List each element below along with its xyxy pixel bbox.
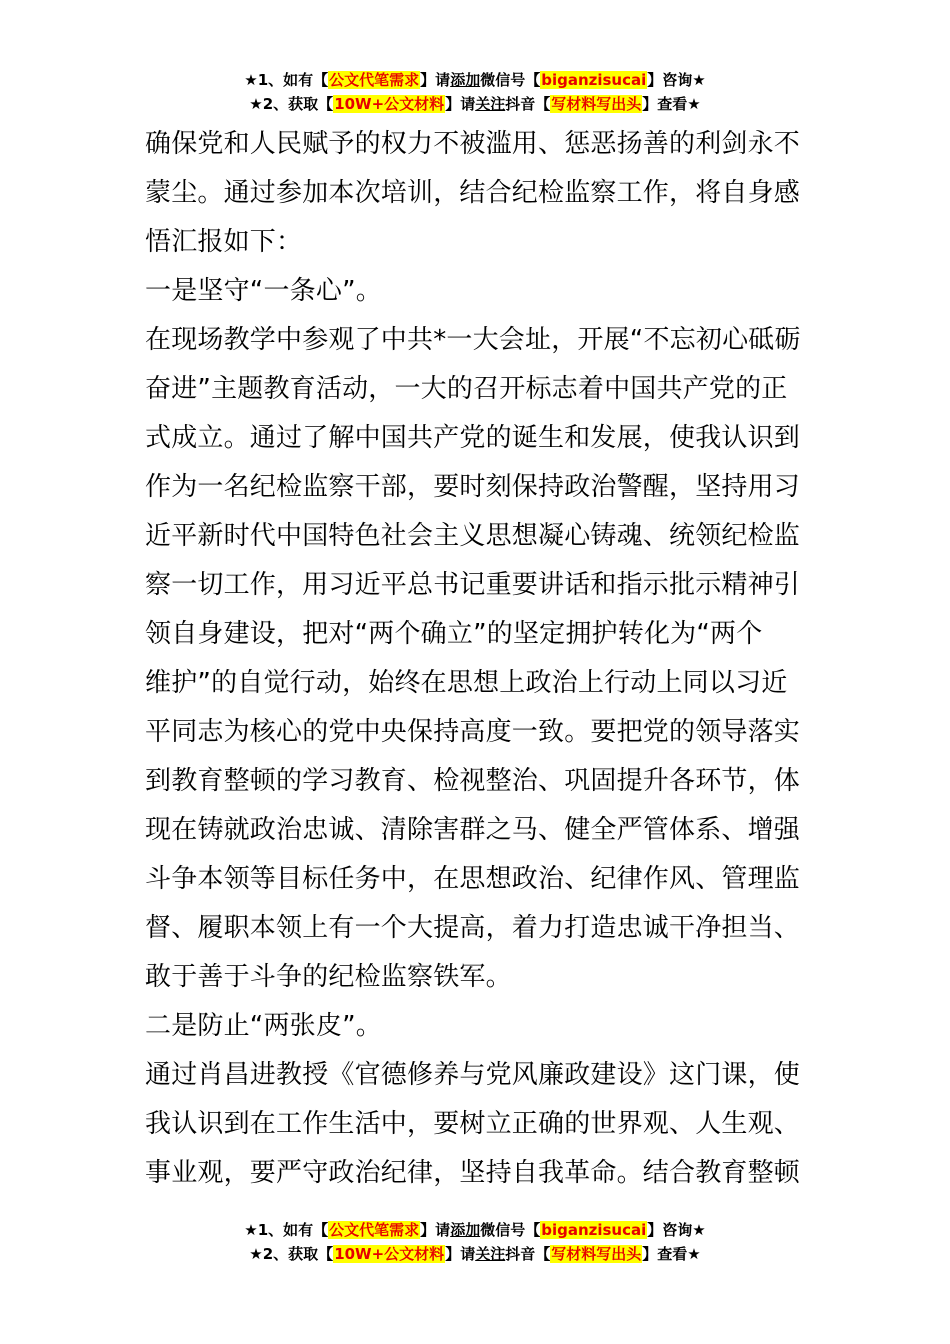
highlight-text: 公文代笔需求 bbox=[329, 1221, 420, 1239]
header-banner bbox=[0, 68, 950, 116]
banner-line-2: ★2、获取【10W+公文材料】请关注抖音【写材料写出头】查看★ bbox=[249, 95, 701, 113]
text-line: 领自身建设，把对“两个确立”的坚定拥护转化为“两个 bbox=[145, 619, 763, 649]
text-line: 通过肖昌进教授《官德修养与党风廉政建设》这门课，使 bbox=[145, 1060, 801, 1090]
text-line: 敢于善于斗争的纪检监察铁军。 bbox=[145, 962, 512, 992]
text-line: 在现场教学中参观了中共*一大会址，开展“不忘初心砥砺 bbox=[145, 325, 801, 355]
douyin-account: 写材料写出头 bbox=[551, 1245, 642, 1263]
text-line: 作为一名纪检监察干部，要时刻保持政治警醒，坚持用习 bbox=[145, 472, 801, 502]
highlight-text: 10W+公文材料 bbox=[334, 1245, 445, 1263]
banner-line-1: ★1、如有【公文代笔需求】请添加微信号【biganzisucai】咨询★ bbox=[244, 1221, 706, 1239]
wechat-id: biganzisucai bbox=[541, 71, 647, 89]
text-line: 近平新时代中国特色社会主义思想凝心铸魂、统领纪检监 bbox=[145, 521, 801, 551]
text-line: 蒙尘。通过参加本次培训，结合纪检监察工作，将自身感 bbox=[145, 178, 801, 208]
text-line: 察一切工作，用习近平总书记重要讲话和指示批示精神引 bbox=[145, 570, 801, 600]
text-line: 维护”的自觉行动，始终在思想上政治上行动上同以习近 bbox=[145, 668, 788, 698]
text-line: 督、履职本领上有一个大提高，着力打造忠诚干净担当、 bbox=[145, 913, 801, 943]
banner-line-2: ★2、获取【10W+公文材料】请关注抖音【写材料写出头】查看★ bbox=[249, 1245, 701, 1263]
highlight-text: 10W+公文材料 bbox=[334, 95, 445, 113]
text-line: 二是防止“两张皮”。 bbox=[145, 1011, 382, 1041]
text-line: 悟汇报如下： bbox=[145, 227, 303, 257]
text-line: 现在铸就政治忠诚、清除害群之马、健全严管体系、增强 bbox=[145, 815, 801, 845]
text-line: 奋进”主题教育活动，一大的召开标志着中国共产党的正 bbox=[145, 374, 788, 404]
text-line: 斗争本领等目标任务中，在思想政治、纪律作风、管理监 bbox=[145, 864, 801, 894]
text-line: 事业观，要严守政治纪律，坚持自我革命。结合教育整顿 bbox=[145, 1158, 801, 1188]
text-line: 我认识到在工作生活中，要树立正确的世界观、人生观、 bbox=[145, 1109, 801, 1139]
document-body bbox=[145, 120, 810, 1198]
wechat-id: biganzisucai bbox=[541, 1221, 647, 1239]
highlight-text: 公文代笔需求 bbox=[329, 71, 420, 89]
text-line: 式成立。通过了解中国共产党的诞生和发展，使我认识到 bbox=[145, 423, 801, 453]
douyin-account: 写材料写出头 bbox=[551, 95, 642, 113]
text-line: 一是坚守“一条心”。 bbox=[145, 276, 382, 306]
text-line: 平同志为核心的党中央保持高度一致。要把党的领导落实 bbox=[145, 717, 801, 747]
text-line: 确保党和人民赋予的权力不被滥用、惩恶扬善的利剑永不 bbox=[145, 129, 801, 159]
text-line: 到教育整顿的学习教育、检视整治、巩固提升各环节，体 bbox=[145, 766, 801, 796]
footer-banner bbox=[0, 1218, 950, 1266]
banner-line-1: ★1、如有【公文代笔需求】请添加微信号【biganzisucai】咨询★ bbox=[244, 71, 706, 89]
